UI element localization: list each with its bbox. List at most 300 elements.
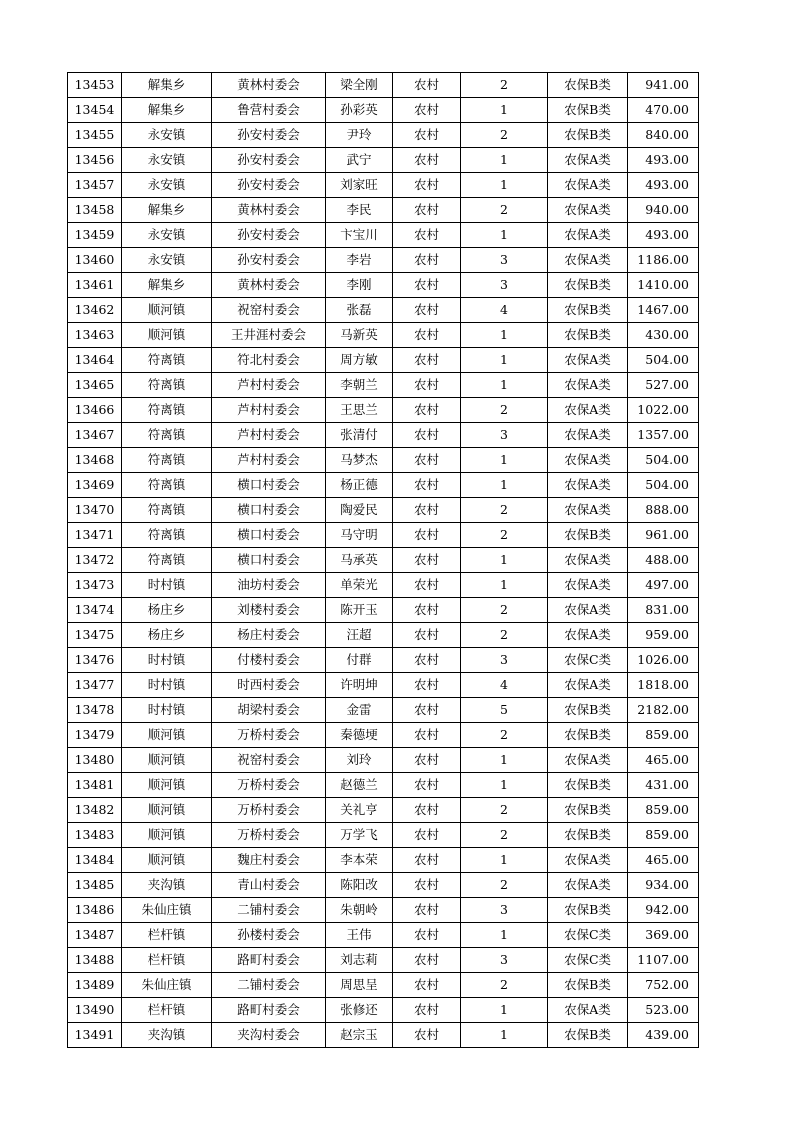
town-cell: 时村镇 [122,673,212,698]
amount-cell: 1107.00 [628,948,699,973]
amount-cell: 941.00 [628,73,699,98]
town-cell: 符离镇 [122,523,212,548]
village-committee-cell: 杨庄村委会 [212,623,326,648]
name-cell: 李民 [326,198,393,223]
household-size-cell: 1 [461,548,548,573]
record-id-cell: 13475 [68,623,122,648]
record-id-cell: 13484 [68,848,122,873]
name-cell: 杨正德 [326,473,393,498]
town-cell: 符离镇 [122,448,212,473]
area-type-cell: 农村 [393,673,461,698]
name-cell: 李刚 [326,273,393,298]
table-row [68,898,699,923]
record-id-cell: 13466 [68,398,122,423]
town-cell: 解集乡 [122,98,212,123]
name-cell: 陈阳改 [326,873,393,898]
record-id-cell: 13489 [68,973,122,998]
household-size-cell: 1 [461,348,548,373]
category-cell: 农保A类 [548,623,628,648]
record-id-cell: 13487 [68,923,122,948]
record-id-cell: 13457 [68,173,122,198]
household-size-cell: 4 [461,673,548,698]
record-id-cell: 13473 [68,573,122,598]
village-committee-cell: 胡梁村委会 [212,698,326,723]
household-size-cell: 3 [461,248,548,273]
record-id-cell: 13456 [68,148,122,173]
name-cell: 孙彩英 [326,98,393,123]
amount-cell: 497.00 [628,573,699,598]
town-cell: 朱仙庄镇 [122,898,212,923]
table-row [68,973,699,998]
category-cell: 农保A类 [548,673,628,698]
household-size-cell: 1 [461,473,548,498]
category-cell: 农保A类 [548,573,628,598]
town-cell: 顺河镇 [122,848,212,873]
category-cell: 农保A类 [548,848,628,873]
town-cell: 永安镇 [122,248,212,273]
area-type-cell: 农村 [393,448,461,473]
record-id-cell: 13485 [68,873,122,898]
name-cell: 马守明 [326,523,393,548]
village-committee-cell: 祝窑村委会 [212,298,326,323]
name-cell: 许明坤 [326,673,393,698]
amount-cell: 493.00 [628,223,699,248]
village-committee-cell: 横口村委会 [212,498,326,523]
category-cell: 农保A类 [548,473,628,498]
category-cell: 农保A类 [548,998,628,1023]
amount-cell: 1022.00 [628,398,699,423]
household-size-cell: 2 [461,123,548,148]
town-cell: 夹沟镇 [122,873,212,898]
village-committee-cell: 万桥村委会 [212,823,326,848]
record-id-cell: 13458 [68,198,122,223]
table-row [68,398,699,423]
area-type-cell: 农村 [393,848,461,873]
village-committee-cell: 鲁营村委会 [212,98,326,123]
table-row [68,473,699,498]
record-id-cell: 13465 [68,373,122,398]
household-size-cell: 3 [461,948,548,973]
area-type-cell: 农村 [393,923,461,948]
category-cell: 农保A类 [548,873,628,898]
amount-cell: 493.00 [628,173,699,198]
area-type-cell: 农村 [393,323,461,348]
category-cell: 农保A类 [548,498,628,523]
amount-cell: 934.00 [628,873,699,898]
table-row [68,98,699,123]
area-type-cell: 农村 [393,248,461,273]
area-type-cell: 农村 [393,773,461,798]
category-cell: 农保A类 [548,548,628,573]
household-size-cell: 3 [461,273,548,298]
area-type-cell: 农村 [393,698,461,723]
town-cell: 顺河镇 [122,748,212,773]
household-size-cell: 1 [461,98,548,123]
table-row [68,773,699,798]
category-cell: 农保A类 [548,173,628,198]
record-id-cell: 13472 [68,548,122,573]
category-cell: 农保A类 [548,423,628,448]
area-type-cell: 农村 [393,298,461,323]
town-cell: 栏杆镇 [122,948,212,973]
table-row [68,748,699,773]
area-type-cell: 农村 [393,623,461,648]
table-row [68,548,699,573]
category-cell: 农保B类 [548,723,628,748]
household-size-cell: 1 [461,223,548,248]
category-cell: 农保A类 [548,748,628,773]
household-size-cell: 2 [461,623,548,648]
category-cell: 农保B类 [548,898,628,923]
household-size-cell: 2 [461,398,548,423]
amount-cell: 961.00 [628,523,699,548]
name-cell: 刘家旺 [326,173,393,198]
record-id-cell: 13459 [68,223,122,248]
table-row [68,1023,699,1048]
record-id-cell: 13486 [68,898,122,923]
category-cell: 农保A类 [548,223,628,248]
village-committee-cell: 黄林村委会 [212,73,326,98]
household-size-cell: 2 [461,598,548,623]
table-row [68,223,699,248]
name-cell: 张磊 [326,298,393,323]
table-row [68,723,699,748]
town-cell: 永安镇 [122,123,212,148]
village-committee-cell: 万桥村委会 [212,723,326,748]
category-cell: 农保A类 [548,248,628,273]
town-cell: 时村镇 [122,573,212,598]
area-type-cell: 农村 [393,498,461,523]
record-id-cell: 13476 [68,648,122,673]
area-type-cell: 农村 [393,223,461,248]
record-id-cell: 13481 [68,773,122,798]
household-size-cell: 1 [461,998,548,1023]
category-cell: 农保B类 [548,123,628,148]
household-size-cell: 5 [461,698,548,723]
name-cell: 马新英 [326,323,393,348]
town-cell: 顺河镇 [122,773,212,798]
name-cell: 汪超 [326,623,393,648]
table-row [68,623,699,648]
area-type-cell: 农村 [393,98,461,123]
town-cell: 符离镇 [122,373,212,398]
table-row [68,923,699,948]
village-committee-cell: 时西村委会 [212,673,326,698]
amount-cell: 1818.00 [628,673,699,698]
area-type-cell: 农村 [393,373,461,398]
village-committee-cell: 孙安村委会 [212,248,326,273]
table-row [68,273,699,298]
record-id-cell: 13478 [68,698,122,723]
name-cell: 卞宝川 [326,223,393,248]
name-cell: 李岩 [326,248,393,273]
household-size-cell: 3 [461,898,548,923]
household-size-cell: 2 [461,798,548,823]
village-committee-cell: 万桥村委会 [212,798,326,823]
village-committee-cell: 青山村委会 [212,873,326,898]
name-cell: 张修还 [326,998,393,1023]
area-type-cell: 农村 [393,1023,461,1048]
amount-cell: 493.00 [628,148,699,173]
area-type-cell: 农村 [393,998,461,1023]
table-row [68,573,699,598]
category-cell: 农保A类 [548,198,628,223]
category-cell: 农保A类 [548,448,628,473]
area-type-cell: 农村 [393,823,461,848]
household-size-cell: 1 [461,573,548,598]
area-type-cell: 农村 [393,148,461,173]
area-type-cell: 农村 [393,173,461,198]
table-row [68,198,699,223]
name-cell: 赵宗玉 [326,1023,393,1048]
record-id-cell: 13474 [68,598,122,623]
village-committee-cell: 油坊村委会 [212,573,326,598]
village-committee-cell: 横口村委会 [212,548,326,573]
name-cell: 关礼亨 [326,798,393,823]
amount-cell: 840.00 [628,123,699,148]
area-type-cell: 农村 [393,423,461,448]
town-cell: 解集乡 [122,273,212,298]
name-cell: 李朝兰 [326,373,393,398]
name-cell: 金雷 [326,698,393,723]
village-committee-cell: 路町村委会 [212,948,326,973]
household-size-cell: 2 [461,723,548,748]
town-cell: 时村镇 [122,648,212,673]
village-committee-cell: 孙楼村委会 [212,923,326,948]
amount-cell: 470.00 [628,98,699,123]
table-row [68,598,699,623]
category-cell: 农保B类 [548,273,628,298]
area-type-cell: 农村 [393,398,461,423]
amount-cell: 527.00 [628,373,699,398]
household-size-cell: 1 [461,373,548,398]
household-size-cell: 2 [461,523,548,548]
table-row [68,823,699,848]
town-cell: 顺河镇 [122,823,212,848]
town-cell: 顺河镇 [122,323,212,348]
amount-cell: 959.00 [628,623,699,648]
town-cell: 夹沟镇 [122,1023,212,1048]
amount-cell: 752.00 [628,973,699,998]
town-cell: 栏杆镇 [122,998,212,1023]
household-size-cell: 1 [461,148,548,173]
record-id-cell: 13462 [68,298,122,323]
table-row [68,498,699,523]
category-cell: 农保B类 [548,773,628,798]
table-row [68,673,699,698]
table-row [68,423,699,448]
village-committee-cell: 孙安村委会 [212,123,326,148]
area-type-cell: 农村 [393,73,461,98]
village-committee-cell: 祝窑村委会 [212,748,326,773]
category-cell: 农保B类 [548,73,628,98]
town-cell: 朱仙庄镇 [122,973,212,998]
amount-cell: 940.00 [628,198,699,223]
household-size-cell: 1 [461,773,548,798]
amount-cell: 488.00 [628,548,699,573]
table-row [68,648,699,673]
household-size-cell: 1 [461,848,548,873]
category-cell: 农保B类 [548,823,628,848]
village-committee-cell: 芦村村委会 [212,423,326,448]
amount-cell: 888.00 [628,498,699,523]
household-size-cell: 1 [461,748,548,773]
category-cell: 农保B类 [548,973,628,998]
record-id-cell: 13480 [68,748,122,773]
amount-cell: 1026.00 [628,648,699,673]
amount-cell: 1467.00 [628,298,699,323]
record-id-cell: 13477 [68,673,122,698]
amount-cell: 831.00 [628,598,699,623]
record-id-cell: 13461 [68,273,122,298]
record-id-cell: 13470 [68,498,122,523]
name-cell: 王伟 [326,923,393,948]
town-cell: 永安镇 [122,148,212,173]
table-body [68,73,699,1048]
area-type-cell: 农村 [393,873,461,898]
town-cell: 符离镇 [122,348,212,373]
village-committee-cell: 黄林村委会 [212,273,326,298]
amount-cell: 859.00 [628,723,699,748]
town-cell: 顺河镇 [122,723,212,748]
table-row [68,298,699,323]
name-cell: 李本荣 [326,848,393,873]
area-type-cell: 农村 [393,723,461,748]
record-id-cell: 13488 [68,948,122,973]
category-cell: 农保C类 [548,648,628,673]
village-committee-cell: 王井涯村委会 [212,323,326,348]
name-cell: 秦德埂 [326,723,393,748]
household-size-cell: 1 [461,173,548,198]
area-type-cell: 农村 [393,973,461,998]
category-cell: 农保B类 [548,523,628,548]
table-row [68,373,699,398]
category-cell: 农保B类 [548,323,628,348]
town-cell: 解集乡 [122,73,212,98]
village-committee-cell: 夹沟村委会 [212,1023,326,1048]
area-type-cell: 农村 [393,748,461,773]
village-committee-cell: 二铺村委会 [212,973,326,998]
amount-cell: 1410.00 [628,273,699,298]
name-cell: 张清付 [326,423,393,448]
village-committee-cell: 孙安村委会 [212,173,326,198]
category-cell: 农保A类 [548,398,628,423]
table-row [68,173,699,198]
amount-cell: 465.00 [628,848,699,873]
amount-cell: 1186.00 [628,248,699,273]
household-size-cell: 2 [461,823,548,848]
amount-cell: 523.00 [628,998,699,1023]
name-cell: 刘志莉 [326,948,393,973]
category-cell: 农保A类 [548,373,628,398]
town-cell: 顺河镇 [122,798,212,823]
amount-cell: 439.00 [628,1023,699,1048]
category-cell: 农保A类 [548,598,628,623]
name-cell: 周方敏 [326,348,393,373]
record-id-cell: 13464 [68,348,122,373]
town-cell: 解集乡 [122,198,212,223]
amount-cell: 465.00 [628,748,699,773]
area-type-cell: 农村 [393,898,461,923]
amount-cell: 859.00 [628,798,699,823]
area-type-cell: 农村 [393,548,461,573]
area-type-cell: 农村 [393,798,461,823]
category-cell: 农保C类 [548,948,628,973]
record-id-cell: 13453 [68,73,122,98]
table-row [68,323,699,348]
name-cell: 梁全刚 [326,73,393,98]
amount-cell: 504.00 [628,448,699,473]
category-cell: 农保B类 [548,1023,628,1048]
category-cell: 农保B类 [548,98,628,123]
area-type-cell: 农村 [393,523,461,548]
amount-cell: 431.00 [628,773,699,798]
household-size-cell: 1 [461,923,548,948]
town-cell: 栏杆镇 [122,923,212,948]
household-size-cell: 3 [461,648,548,673]
amount-cell: 2182.00 [628,698,699,723]
record-id-cell: 13479 [68,723,122,748]
amount-cell: 504.00 [628,473,699,498]
village-committee-cell: 孙安村委会 [212,223,326,248]
household-size-cell: 2 [461,973,548,998]
household-size-cell: 1 [461,448,548,473]
category-cell: 农保C类 [548,923,628,948]
table-row [68,123,699,148]
village-committee-cell: 黄林村委会 [212,198,326,223]
household-size-cell: 4 [461,298,548,323]
area-type-cell: 农村 [393,348,461,373]
table-row [68,523,699,548]
village-committee-cell: 万桥村委会 [212,773,326,798]
name-cell: 付群 [326,648,393,673]
village-committee-cell: 横口村委会 [212,473,326,498]
record-id-cell: 13467 [68,423,122,448]
table-row [68,848,699,873]
category-cell: 农保B类 [548,298,628,323]
name-cell: 王思兰 [326,398,393,423]
table-row [68,948,699,973]
village-committee-cell: 横口村委会 [212,523,326,548]
area-type-cell: 农村 [393,948,461,973]
record-id-cell: 13483 [68,823,122,848]
category-cell: 农保A类 [548,348,628,373]
household-size-cell: 2 [461,73,548,98]
household-size-cell: 3 [461,423,548,448]
town-cell: 符离镇 [122,473,212,498]
name-cell: 周思呈 [326,973,393,998]
record-id-cell: 13468 [68,448,122,473]
table-row [68,148,699,173]
town-cell: 顺河镇 [122,298,212,323]
village-committee-cell: 芦村村委会 [212,398,326,423]
name-cell: 武宁 [326,148,393,173]
record-id-cell: 13455 [68,123,122,148]
town-cell: 符离镇 [122,498,212,523]
area-type-cell: 农村 [393,473,461,498]
village-committee-cell: 刘楼村委会 [212,598,326,623]
village-committee-cell: 芦村村委会 [212,373,326,398]
town-cell: 杨庄乡 [122,598,212,623]
area-type-cell: 农村 [393,648,461,673]
village-committee-cell: 符北村委会 [212,348,326,373]
amount-cell: 1357.00 [628,423,699,448]
table-row [68,348,699,373]
name-cell: 万学飞 [326,823,393,848]
town-cell: 符离镇 [122,548,212,573]
record-id-cell: 13471 [68,523,122,548]
category-cell: 农保A类 [548,148,628,173]
